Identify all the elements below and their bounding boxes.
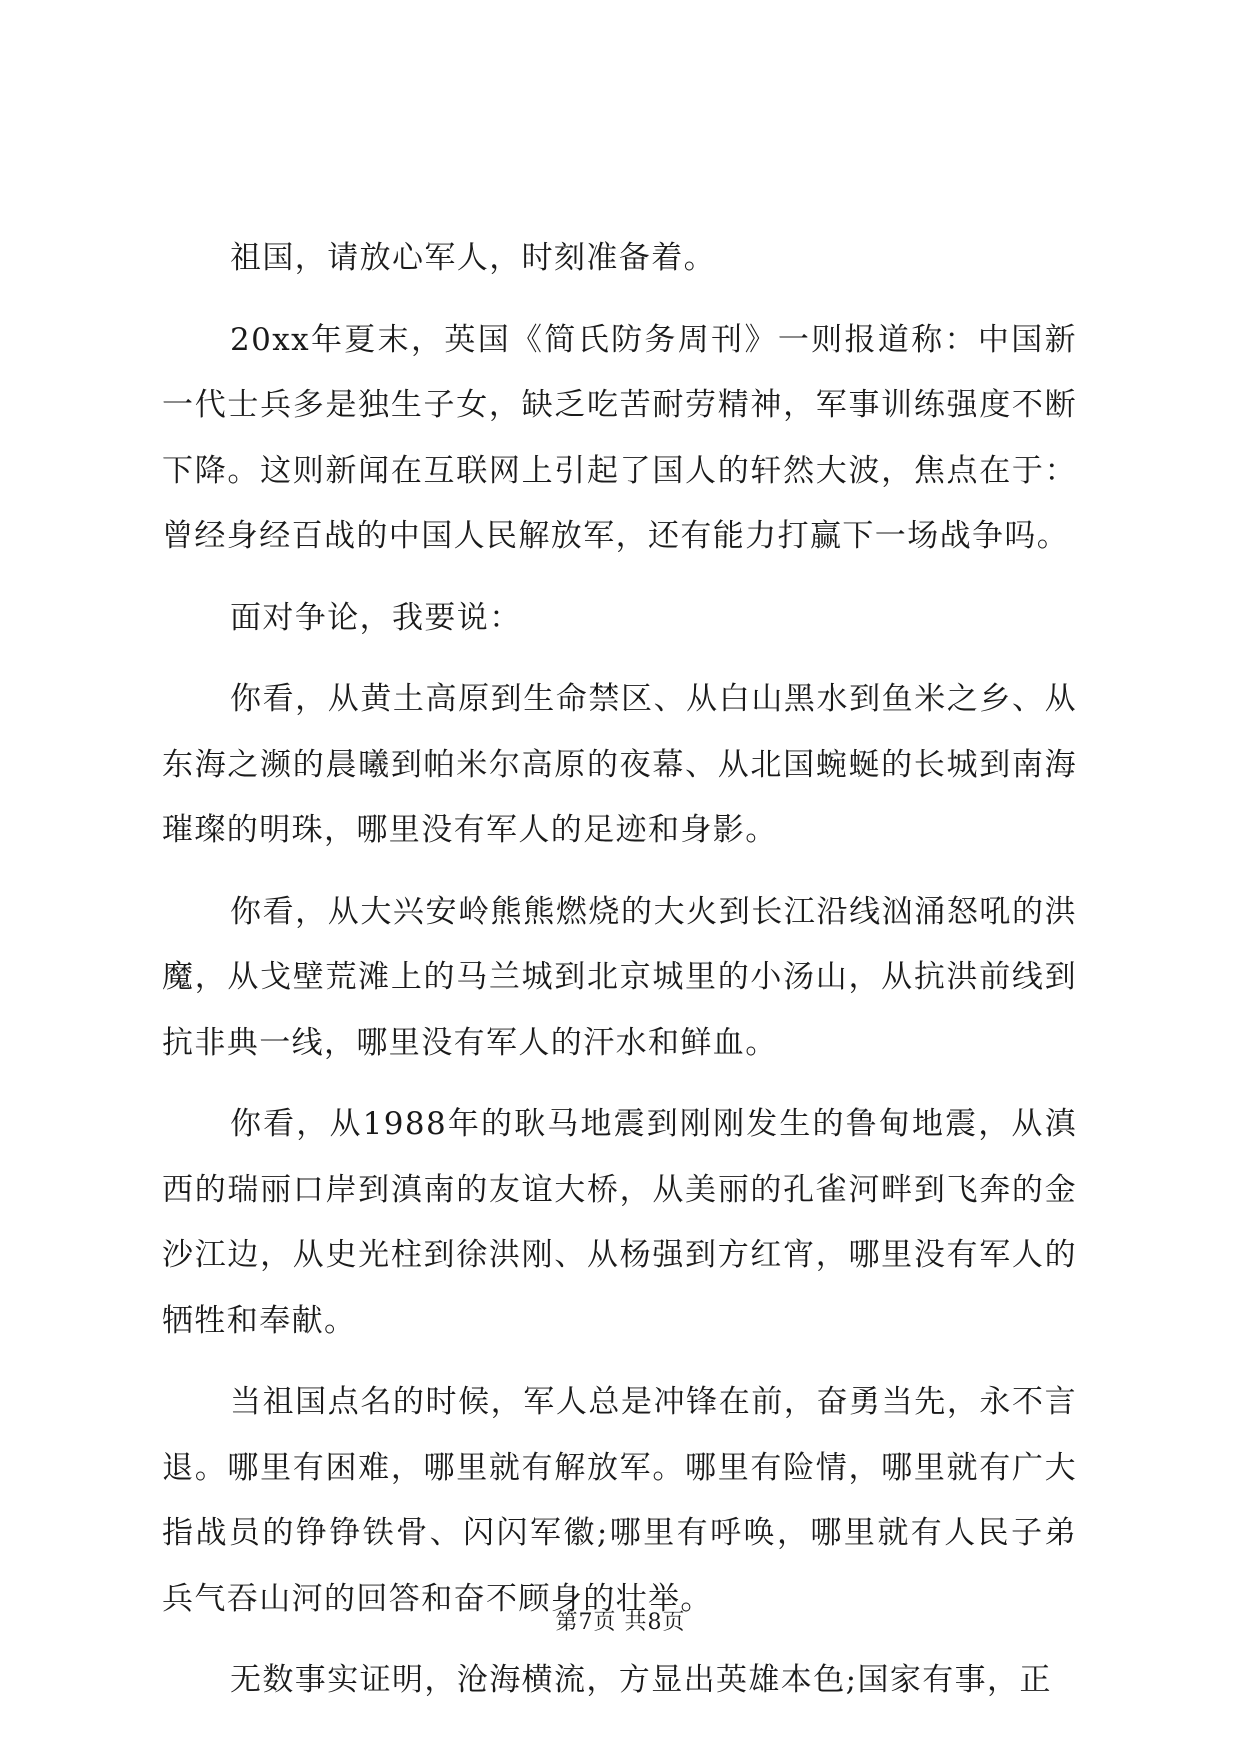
- paragraph: 你看，从大兴安岭熊熊燃烧的大火到长江沿线汹涌怒吼的洪魔，从戈壁荒滩上的马兰城到北京城里的小汤山，从抗洪前线到抗非典一线，哪里没有军人的汗水和鲜血。: [162, 893, 1077, 1061]
- paragraph: 你看，从黄土高原到生命禁区、从白山黑水到鱼米之乡、从东海之濒的晨曦到帕米尔高原的夜幕、从北国蜿蜒的长城到南海璀璨的明珠，哪里没有军人的足迹和身影。: [162, 681, 1077, 848]
- paragraph: 20xx年夏末，英国《简氏防务周刊》一则报道称：中国新一代士兵多是独生子女，缺乏吃苦耐劳精神，军事训练强度不断下降。这则新闻在互联网上引起了国人的轩然大波，焦点在于：曾经身经百战的中国人民解放军，还有能力打赢下一场战争吗。: [162, 321, 1077, 554]
- document-body: [162, 226, 1077, 1730]
- paragraph: 你看，从1988年的耿马地震到刚刚发生的鲁甸地震，从滇西的瑞丽口岸到滇南的友谊大桥，从美丽的孔雀河畔到飞奔的金沙江边，从史光柱到徐洪刚、从杨强到方红宵，哪里没有军人的牺牲和奉献。: [162, 1106, 1077, 1339]
- paragraph: 无数事实证明，沧海横流，方显出英雄本色;国家有事，正: [230, 1662, 1052, 1698]
- paragraph: 祖国，请放心军人，时刻准备着。: [230, 240, 716, 276]
- paragraph: 当祖国点名的时候，军人总是冲锋在前，奋勇当先，永不言退。哪里有困难，哪里就有解放军。哪里有险情，哪里就有广大指战员的铮铮铁骨、闪闪军徽;哪里有呼唤，哪里就有人民子弟兵气吞山河的回答和奋不顾身的壮举。: [162, 1384, 1077, 1617]
- paragraph: 面对争论，我要说：: [230, 599, 522, 636]
- page-number-footer: 第7页 共8页: [555, 1610, 686, 1635]
